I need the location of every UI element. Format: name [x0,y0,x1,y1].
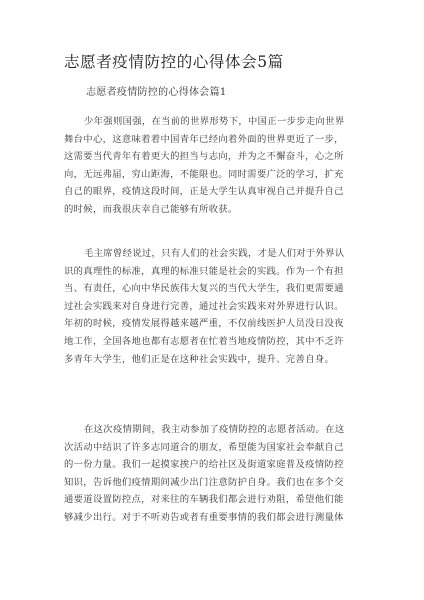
paragraph-line: 这需要当代青年有着更大的担当与志向，并为之不懈奋斗，心之所 [64,151,344,163]
paragraph-line: 向，无远弗届，穷山距海，不能限也。同时需要广泛的学习，扩充 [64,168,344,180]
paragraph-line: 年初的时候，疫情发展得越来越严重，不仅前线医护人员没日没夜 [64,318,344,330]
paragraph-line: 够减少出行。对于不听劝告或者有重要事情的我们都会进行测量体 [64,511,344,523]
paragraph-line: 通要道设置防控点，对来往的车辆我们都会进行劝阻，希望他们能 [64,494,344,506]
paragraph-line: 多青年大学生，他们正是在这种社会实践中，提升、完善自身。 [64,353,335,365]
paragraph-line: 的一份力量。我们一起摸家挨户的给社区及街道家庭普及疫情防控 [64,459,344,471]
paragraph-line: 知识，告诉他们疫情期间减少出门注意防护自身。我们也在多个交 [64,476,344,488]
paragraph-line: 少年强则国强，在当前的世界形势下，中国正一步步走向世界 [84,116,345,127]
paragraph-line: 自己的眼界，疫情这段时间，正是大学生认真审视自己并提升自己 [64,186,344,198]
paragraph-line: 次活动中结识了许多志同道合的朋友，希望能为国家社会奉献自己 [64,441,344,453]
paragraph-line: 过社会实践来对自身进行完善，通过社会实践来对外界进行认识。 [64,300,344,312]
paragraph-line: 地工作，全国各地也都有志愿者在忙着当地疫情防控，其中不乏许 [64,335,344,347]
paragraph-1 [64,113,366,219]
paragraph-line: 当、有责任，心向中华民族伟大复兴的当代大学生，我们更需要通 [64,283,344,295]
paragraph-2 [64,245,366,368]
section-subtitle: 志愿者疫情防控的心得体会篇1 [86,87,227,98]
paragraph-line: 在这次疫情期间，我主动参加了疫情防控的志愿者活动。在这 [84,424,345,435]
paragraph-3 [64,421,366,527]
paragraph-line: 的时候，而我很庆幸自己能够有所收获。 [64,203,238,215]
document-title: 志愿者疫情防控的心得体会5篇 [64,53,284,71]
paragraph-line: 舞台中心，这意味着着中国青年已经向着外面的世界更近了一步， [64,133,344,145]
paragraph-line: 毛主席曾经说过，只有人们的社会实践，才是人们对于外界认 [84,248,345,259]
paragraph-line: 识的真理性的标准，真理的标准只能是社会的实践。作为一个有担 [64,265,344,277]
